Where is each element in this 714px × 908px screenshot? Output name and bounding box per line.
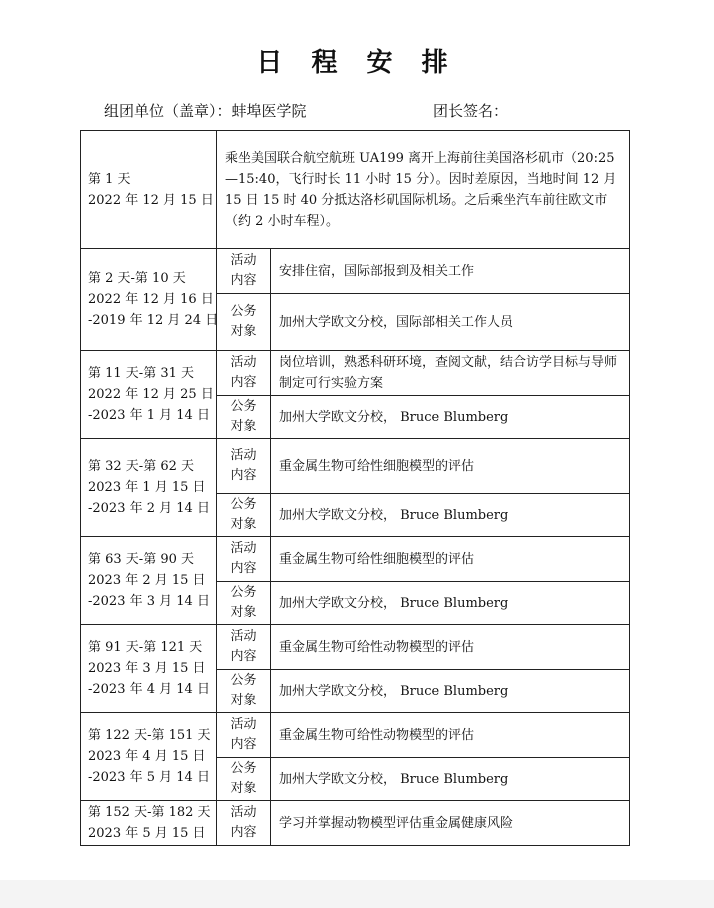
leader-signature-label: 团长签名： [433,102,509,120]
table-row [81,249,630,294]
page-title: 日 程 安 排 [256,48,458,78]
target-content-cell: 加州大学欧文分校， Bruce Blumberg [271,758,630,801]
target-content-cell: 加州大学欧文分校， Bruce Blumberg [271,582,630,625]
period-cell: 第 91 天-第 121 天 2023 年 3 月 15 日 -2023 年 4 月 14 日 [81,625,217,713]
target-content-cell: 加州大学欧文分校， Bruce Blumberg [271,396,630,439]
period-cell: 第 11 天-第 31 天 2022 年 12 月 25 日 -2023 年 1 月 14 日 [81,351,217,439]
activity-label-cell: 活动 内容 [217,801,271,846]
target-label-cell: 公务 对象 [217,294,271,351]
activity-label-cell: 活动 内容 [217,537,271,582]
table-row [81,537,630,582]
activity-label-cell: 活动 内容 [217,713,271,758]
target-label-cell: 公务 对象 [217,582,271,625]
organizing-unit: 组团单位（盖章）：蚌埠医学院 [104,102,307,120]
activity-content-cell: 重金属生物可给性细胞模型的评估 [271,537,630,582]
activity-content-cell: 乘坐美国联合航空航班 UA199 离开上海前往美国洛杉矶市（20:25—15:40，飞行时长 11 小时 15 分）。因时差原因，当地时间 12 月 15 日 15 时 40 分抵达洛杉矶国际机场。之后乘坐汽车前往欧文市（约 2 小时车程）。 [217,131,630,249]
activity-content-cell: 重金属生物可给性细胞模型的评估 [271,439,630,494]
target-content-cell: 加州大学欧文分校， Bruce Blumberg [271,670,630,713]
table-row [81,801,630,846]
table-row [81,351,630,396]
activity-label-cell: 活动 内容 [217,249,271,294]
target-content-cell: 加州大学欧文分校， Bruce Blumberg [271,494,630,537]
table-row [81,713,630,758]
activity-content-cell: 重金属生物可给性动物模型的评估 [271,713,630,758]
period-cell: 第 2 天-第 10 天 2022 年 12 月 16 日 -2019 年 12 月 24 日 [81,249,217,351]
period-cell: 第 152 天-第 182 天 2023 年 5 月 15 日 [81,801,217,846]
activity-content-cell: 安排住宿，国际部报到及相关工作 [271,249,630,294]
table-row [81,625,630,670]
target-label-cell: 公务 对象 [217,758,271,801]
period-cell: 第 122 天-第 151 天 2023 年 4 月 15 日 -2023 年 5 月 14 日 [81,713,217,801]
table-row [81,439,630,494]
target-label-cell: 公务 对象 [217,396,271,439]
target-label-cell: 公务 对象 [217,494,271,537]
activity-label-cell: 活动 内容 [217,439,271,494]
period-cell: 第 1 天 2022 年 12 月 15 日 [81,131,217,249]
table-row [81,131,630,249]
target-content-cell: 加州大学欧文分校，国际部相关工作人员 [271,294,630,351]
activity-label-cell: 活动 内容 [217,625,271,670]
activity-content-cell: 岗位培训，熟悉科研环境，查阅文献，结合访学目标与导师制定可行实验方案 [271,351,630,396]
period-cell: 第 63 天-第 90 天 2023 年 2 月 15 日 -2023 年 3 月 14 日 [81,537,217,625]
target-label-cell: 公务 对象 [217,670,271,713]
activity-label-cell: 活动 内容 [217,351,271,396]
activity-content-cell: 重金属生物可给性动物模型的评估 [271,625,630,670]
period-cell: 第 32 天-第 62 天 2023 年 1 月 15 日 -2023 年 2 月 14 日 [81,439,217,537]
activity-content-cell: 学习并掌握动物模型评估重金属健康风险 [271,801,630,846]
schedule-table [80,130,630,846]
